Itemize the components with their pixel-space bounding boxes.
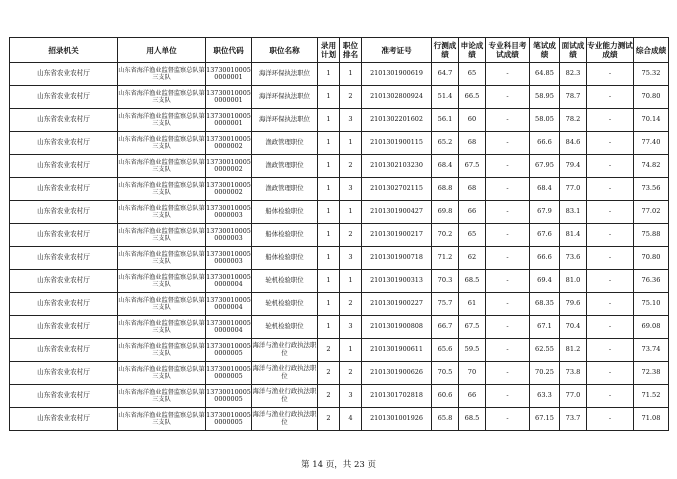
cell-interview: 78.2 [560, 109, 587, 132]
table-row [10, 270, 669, 293]
cell-rank: 4 [340, 408, 362, 431]
cell-total: 73.56 [634, 178, 669, 201]
cell-shenlun: 65 [459, 224, 486, 247]
page-current: 14 [312, 460, 324, 470]
cell-agency: 山东省农业农村厅 [10, 316, 118, 339]
cell-exam-no: 2101302103230 [362, 155, 432, 178]
cell-total: 71.52 [634, 385, 669, 408]
cell-total: 70.80 [634, 86, 669, 109]
cell-written: 68.35 [530, 293, 560, 316]
cell-code: 137300100050000004 [206, 270, 252, 293]
header-pro-subject: 专业科目考试成绩 [486, 38, 530, 63]
cell-dept: 山东省海洋渔业监督监察总队第三支队 [118, 155, 206, 178]
cell-agency: 山东省农业农村厅 [10, 339, 118, 362]
cell-total: 77.02 [634, 201, 669, 224]
cell-pro-subject: - [486, 132, 530, 155]
cell-interview: 73.7 [560, 408, 587, 431]
cell-agency: 山东省农业农村厅 [10, 270, 118, 293]
cell-position: 渔政管理职位 [252, 178, 318, 201]
cell-rank: 2 [340, 362, 362, 385]
cell-exam-no: 2101301900313 [362, 270, 432, 293]
table-row [10, 132, 669, 155]
cell-code: 137300100050000002 [206, 132, 252, 155]
cell-code: 137300100050000005 [206, 408, 252, 431]
cell-total: 71.08 [634, 408, 669, 431]
cell-agency: 山东省农业农村厅 [10, 293, 118, 316]
cell-code: 137300100050000001 [206, 86, 252, 109]
cell-exam-no: 2101301900115 [362, 132, 432, 155]
header-written: 笔试成绩 [530, 38, 560, 63]
score-table [9, 37, 669, 431]
cell-xingce: 69.8 [432, 201, 459, 224]
cell-total: 73.74 [634, 339, 669, 362]
cell-code: 137300100050000005 [206, 362, 252, 385]
cell-xingce: 68.4 [432, 155, 459, 178]
cell-interview: 73.8 [560, 362, 587, 385]
table-body [10, 63, 669, 431]
cell-shenlun: 61 [459, 293, 486, 316]
header-xingce: 行测成绩 [432, 38, 459, 63]
cell-rank: 2 [340, 224, 362, 247]
cell-code: 137300100050000003 [206, 201, 252, 224]
cell-pro-ability: - [587, 178, 634, 201]
cell-plan: 1 [318, 178, 340, 201]
cell-dept: 山东省海洋渔业监督监察总队第三支队 [118, 247, 206, 270]
cell-exam-no: 2101301900217 [362, 224, 432, 247]
cell-rank: 3 [340, 178, 362, 201]
cell-shenlun: 66 [459, 201, 486, 224]
cell-written: 67.9 [530, 201, 560, 224]
cell-pro-ability: - [587, 86, 634, 109]
cell-rank: 2 [340, 155, 362, 178]
cell-pro-subject: - [486, 293, 530, 316]
cell-written: 67.6 [530, 224, 560, 247]
cell-rank: 3 [340, 109, 362, 132]
cell-plan: 1 [318, 270, 340, 293]
cell-plan: 2 [318, 362, 340, 385]
cell-dept: 山东省海洋渔业监督监察总队第三支队 [118, 339, 206, 362]
cell-shenlun: 68.5 [459, 408, 486, 431]
cell-pro-ability: - [587, 109, 634, 132]
cell-written: 63.3 [530, 385, 560, 408]
table-row [10, 339, 669, 362]
cell-position: 海洋环保执法职位 [252, 86, 318, 109]
cell-total: 74.82 [634, 155, 669, 178]
cell-code: 137300100050000005 [206, 339, 252, 362]
cell-interview: 70.4 [560, 316, 587, 339]
cell-exam-no: 2101301900427 [362, 201, 432, 224]
cell-pro-subject: - [486, 339, 530, 362]
cell-xingce: 60.6 [432, 385, 459, 408]
cell-dept: 山东省海洋渔业监督监察总队第三支队 [118, 132, 206, 155]
cell-code: 137300100050000003 [206, 224, 252, 247]
cell-agency: 山东省农业农村厅 [10, 63, 118, 86]
cell-agency: 山东省农业农村厅 [10, 86, 118, 109]
cell-pro-subject: - [486, 247, 530, 270]
cell-pro-ability: - [587, 270, 634, 293]
cell-plan: 1 [318, 316, 340, 339]
cell-plan: 1 [318, 63, 340, 86]
cell-xingce: 75.7 [432, 293, 459, 316]
cell-total: 75.88 [634, 224, 669, 247]
cell-plan: 1 [318, 201, 340, 224]
cell-pro-subject: - [486, 385, 530, 408]
cell-position: 船体检验职位 [252, 224, 318, 247]
cell-total: 70.80 [634, 247, 669, 270]
cell-exam-no: 2101302702115 [362, 178, 432, 201]
cell-exam-no: 2101301900626 [362, 362, 432, 385]
cell-pro-ability: - [587, 339, 634, 362]
cell-total: 69.08 [634, 316, 669, 339]
header-pro-ability: 专业能力测试成绩 [587, 38, 634, 63]
cell-interview: 81.4 [560, 224, 587, 247]
cell-code: 137300100050000002 [206, 178, 252, 201]
cell-exam-no: 2101301900808 [362, 316, 432, 339]
cell-pro-subject: - [486, 270, 530, 293]
cell-interview: 83.1 [560, 201, 587, 224]
cell-written: 67.1 [530, 316, 560, 339]
table-row [10, 155, 669, 178]
cell-agency: 山东省农业农村厅 [10, 178, 118, 201]
cell-pro-ability: - [587, 155, 634, 178]
cell-written: 66.6 [530, 247, 560, 270]
cell-plan: 1 [318, 247, 340, 270]
cell-plan: 2 [318, 339, 340, 362]
cell-total: 75.10 [634, 293, 669, 316]
cell-plan: 1 [318, 293, 340, 316]
cell-pro-ability: - [587, 316, 634, 339]
cell-position: 海洋环保执法职位 [252, 63, 318, 86]
table-row [10, 362, 669, 385]
cell-dept: 山东省海洋渔业监督监察总队第三支队 [118, 385, 206, 408]
header-agency: 招录机关 [10, 38, 118, 63]
cell-agency: 山东省农业农村厅 [10, 247, 118, 270]
cell-shenlun: 67.5 [459, 316, 486, 339]
cell-pro-ability: - [587, 293, 634, 316]
cell-position: 海洋环保执法职位 [252, 109, 318, 132]
cell-dept: 山东省海洋渔业监督监察总队第三支队 [118, 86, 206, 109]
cell-total: 76.36 [634, 270, 669, 293]
header-row [10, 38, 669, 63]
cell-pro-ability: - [587, 362, 634, 385]
cell-interview: 79.4 [560, 155, 587, 178]
table-row [10, 178, 669, 201]
cell-plan: 1 [318, 86, 340, 109]
table-row [10, 316, 669, 339]
cell-plan: 1 [318, 155, 340, 178]
cell-shenlun: 68 [459, 178, 486, 201]
cell-written: 58.05 [530, 109, 560, 132]
cell-exam-no: 2101301900619 [362, 63, 432, 86]
cell-pro-ability: - [587, 224, 634, 247]
cell-agency: 山东省农业农村厅 [10, 385, 118, 408]
cell-code: 137300100050000005 [206, 385, 252, 408]
cell-position: 轮机检验职位 [252, 316, 318, 339]
cell-xingce: 70.3 [432, 270, 459, 293]
cell-pro-subject: - [486, 362, 530, 385]
cell-dept: 山东省海洋渔业监督监察总队第三支队 [118, 293, 206, 316]
page-suffix: 页 [364, 460, 376, 470]
header-plan: 录用计划 [318, 38, 340, 63]
cell-pro-ability: - [587, 201, 634, 224]
header-shenlun: 申论成绩 [459, 38, 486, 63]
cell-written: 68.4 [530, 178, 560, 201]
cell-dept: 山东省海洋渔业监督监察总队第三支队 [118, 63, 206, 86]
cell-xingce: 70.5 [432, 362, 459, 385]
cell-xingce: 68.8 [432, 178, 459, 201]
page-mid: 页，共 [323, 460, 354, 470]
cell-dept: 山东省海洋渔业监督监察总队第三支队 [118, 178, 206, 201]
cell-interview: 81.0 [560, 270, 587, 293]
cell-agency: 山东省农业农村厅 [10, 132, 118, 155]
cell-code: 137300100050000002 [206, 155, 252, 178]
cell-pro-ability: - [587, 247, 634, 270]
cell-rank: 2 [340, 293, 362, 316]
cell-total: 72.38 [634, 362, 669, 385]
cell-position: 海洋与渔业行政执法职位 [252, 385, 318, 408]
cell-dept: 山东省海洋渔业监督监察总队第三支队 [118, 109, 206, 132]
cell-code: 137300100050000001 [206, 109, 252, 132]
cell-shenlun: 65 [459, 63, 486, 86]
cell-position: 轮机检验职位 [252, 293, 318, 316]
cell-exam-no: 2101302800924 [362, 86, 432, 109]
header-code: 职位代码 [206, 38, 252, 63]
cell-pro-subject: - [486, 316, 530, 339]
cell-pro-subject: - [486, 224, 530, 247]
cell-agency: 山东省农业农村厅 [10, 201, 118, 224]
table-row [10, 224, 669, 247]
cell-interview: 82.3 [560, 63, 587, 86]
cell-shenlun: 62 [459, 247, 486, 270]
cell-interview: 84.6 [560, 132, 587, 155]
cell-plan: 1 [318, 109, 340, 132]
cell-pro-ability: - [587, 385, 634, 408]
page-footer [0, 458, 677, 470]
cell-exam-no: 2101302201602 [362, 109, 432, 132]
cell-rank: 2 [340, 86, 362, 109]
cell-interview: 79.6 [560, 293, 587, 316]
cell-written: 62.55 [530, 339, 560, 362]
cell-shenlun: 68 [459, 132, 486, 155]
cell-total: 70.14 [634, 109, 669, 132]
cell-written: 64.85 [530, 63, 560, 86]
cell-pro-subject: - [486, 86, 530, 109]
cell-written: 70.25 [530, 362, 560, 385]
cell-shenlun: 70 [459, 362, 486, 385]
cell-position: 渔政管理职位 [252, 155, 318, 178]
cell-dept: 山东省海洋渔业监督监察总队第三支队 [118, 316, 206, 339]
cell-plan: 1 [318, 132, 340, 155]
cell-shenlun: 66 [459, 385, 486, 408]
table-row [10, 63, 669, 86]
cell-dept: 山东省海洋渔业监督监察总队第三支队 [118, 408, 206, 431]
page-prefix: 第 [301, 460, 313, 470]
cell-written: 58.95 [530, 86, 560, 109]
cell-shenlun: 59.5 [459, 339, 486, 362]
cell-written: 67.15 [530, 408, 560, 431]
cell-pro-subject: - [486, 201, 530, 224]
cell-exam-no: 2101301900611 [362, 339, 432, 362]
cell-interview: 77.0 [560, 385, 587, 408]
cell-xingce: 65.8 [432, 408, 459, 431]
cell-position: 船体检验职位 [252, 247, 318, 270]
table-row [10, 293, 669, 316]
cell-code: 137300100050000004 [206, 316, 252, 339]
cell-xingce: 66.7 [432, 316, 459, 339]
cell-xingce: 70.2 [432, 224, 459, 247]
cell-dept: 山东省海洋渔业监督监察总队第三支队 [118, 201, 206, 224]
cell-shenlun: 60 [459, 109, 486, 132]
table-row [10, 86, 669, 109]
cell-position: 渔政管理职位 [252, 132, 318, 155]
cell-shenlun: 66.5 [459, 86, 486, 109]
cell-written: 67.95 [530, 155, 560, 178]
cell-agency: 山东省农业农村厅 [10, 109, 118, 132]
header-exam-no: 准考证号 [362, 38, 432, 63]
cell-interview: 73.6 [560, 247, 587, 270]
cell-interview: 81.2 [560, 339, 587, 362]
cell-xingce: 65.2 [432, 132, 459, 155]
header-interview: 面试成绩 [560, 38, 587, 63]
cell-exam-no: 2101301900227 [362, 293, 432, 316]
cell-shenlun: 68.5 [459, 270, 486, 293]
header-total: 综合成绩 [634, 38, 669, 63]
cell-agency: 山东省农业农村厅 [10, 155, 118, 178]
cell-rank: 1 [340, 201, 362, 224]
cell-plan: 2 [318, 385, 340, 408]
cell-pro-ability: - [587, 408, 634, 431]
header-rank: 职位排名 [340, 38, 362, 63]
cell-written: 66.6 [530, 132, 560, 155]
cell-rank: 1 [340, 132, 362, 155]
cell-position: 海洋与渔业行政执法职位 [252, 362, 318, 385]
cell-shenlun: 67.5 [459, 155, 486, 178]
cell-total: 77.40 [634, 132, 669, 155]
cell-position: 海洋与渔业行政执法职位 [252, 408, 318, 431]
cell-dept: 山东省海洋渔业监督监察总队第三支队 [118, 270, 206, 293]
cell-plan: 1 [318, 224, 340, 247]
cell-exam-no: 2101301702818 [362, 385, 432, 408]
cell-code: 137300100050000001 [206, 63, 252, 86]
cell-position: 海洋与渔业行政执法职位 [252, 339, 318, 362]
cell-position: 船体检验职位 [252, 201, 318, 224]
table-row [10, 109, 669, 132]
header-position: 职位名称 [252, 38, 318, 63]
cell-exam-no: 2101301900718 [362, 247, 432, 270]
table-row [10, 408, 669, 431]
cell-xingce: 64.7 [432, 63, 459, 86]
cell-xingce: 56.1 [432, 109, 459, 132]
cell-rank: 1 [340, 339, 362, 362]
table-row [10, 385, 669, 408]
table-row [10, 247, 669, 270]
cell-rank: 3 [340, 247, 362, 270]
cell-pro-ability: - [587, 63, 634, 86]
cell-pro-subject: - [486, 408, 530, 431]
cell-xingce: 65.6 [432, 339, 459, 362]
cell-plan: 2 [318, 408, 340, 431]
cell-pro-subject: - [486, 178, 530, 201]
cell-position: 轮机检验职位 [252, 270, 318, 293]
cell-rank: 3 [340, 385, 362, 408]
cell-pro-subject: - [486, 155, 530, 178]
cell-dept: 山东省海洋渔业监督监察总队第三支队 [118, 224, 206, 247]
header-dept: 用人单位 [118, 38, 206, 63]
cell-pro-subject: - [486, 63, 530, 86]
page-total: 23 [353, 460, 365, 470]
cell-rank: 1 [340, 270, 362, 293]
cell-agency: 山东省农业农村厅 [10, 362, 118, 385]
cell-pro-ability: - [587, 132, 634, 155]
cell-dept: 山东省海洋渔业监督监察总队第三支队 [118, 362, 206, 385]
cell-xingce: 51.4 [432, 86, 459, 109]
cell-total: 75.32 [634, 63, 669, 86]
cell-code: 137300100050000004 [206, 293, 252, 316]
table-row [10, 201, 669, 224]
cell-xingce: 71.2 [432, 247, 459, 270]
cell-rank: 1 [340, 63, 362, 86]
cell-interview: 77.0 [560, 178, 587, 201]
cell-written: 69.4 [530, 270, 560, 293]
cell-agency: 山东省农业农村厅 [10, 224, 118, 247]
cell-rank: 3 [340, 316, 362, 339]
cell-exam-no: 2101301001926 [362, 408, 432, 431]
cell-interview: 78.7 [560, 86, 587, 109]
cell-code: 137300100050000003 [206, 247, 252, 270]
cell-pro-subject: - [486, 109, 530, 132]
cell-agency: 山东省农业农村厅 [10, 408, 118, 431]
